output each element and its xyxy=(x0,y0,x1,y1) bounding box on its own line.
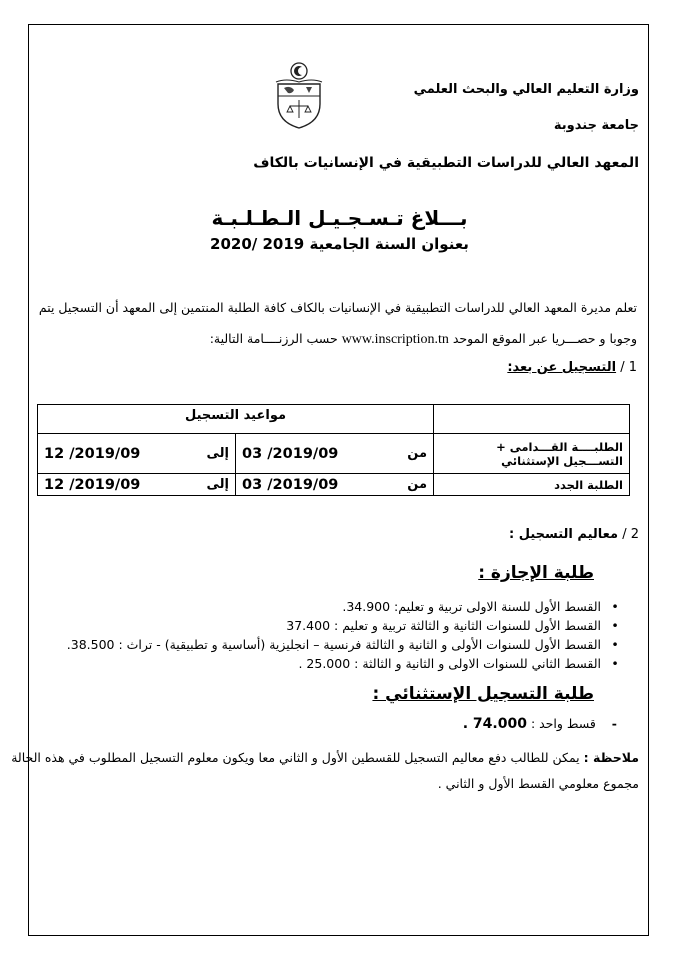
university-name: جامعة جندوبة xyxy=(553,118,639,133)
single-installment-label: قسط واحد : xyxy=(530,716,596,731)
list-item: • القسط الأول للسنوات الثانية و الثالثة تربية و تعليم : 37.400 xyxy=(69,616,629,635)
intro-line-2-prefix: وجوبا و حصـــريا عبر الموقع الموحد xyxy=(452,331,637,346)
to-label: إلى xyxy=(206,477,229,492)
from-date: 2019/09/ 03 xyxy=(242,476,339,493)
license-students-title: طلبة الإجازة : xyxy=(478,563,594,583)
registration-schedule-table xyxy=(37,404,630,496)
note-label: ملاحظة : xyxy=(583,750,639,765)
from-label: من xyxy=(407,477,427,492)
academic-year-subtitle: بعنوان السنة الجامعية 2019 /2020 xyxy=(210,235,469,253)
section-1-number: 1 / xyxy=(620,360,637,375)
tunisia-coat-of-arms-emblem xyxy=(272,60,326,130)
schedule-header: مواعيد التسجيل xyxy=(38,405,434,434)
notice-title: بـــلاغ تـسـجـيـل الـطـلـبـة xyxy=(211,206,468,230)
ministry-name: وزارة التعليم العالي والبحث العلمي xyxy=(413,82,639,97)
schedule-header-empty-cell xyxy=(434,405,630,434)
schedule-from-cell xyxy=(236,474,434,496)
from-label: من xyxy=(407,446,427,461)
schedule-row-label: الطلبــــة القـــدامى + التســـجيل الإستثنائي xyxy=(434,434,630,474)
schedule-row-new xyxy=(38,474,630,496)
section-2-title: معاليم التسجيل : xyxy=(509,527,619,542)
schedule-row-returning xyxy=(38,434,630,474)
schedule-to-cell xyxy=(38,434,236,474)
list-item: • القسط الأول للسنة الاولى تربية و تعليم: 34.900. xyxy=(69,597,629,616)
intro-line-2-suffix: حسب الرزنــــامة التالية: xyxy=(209,331,338,346)
note-line-2: مجموع معلومي القسط الأول و الثاني . xyxy=(437,776,639,791)
note-text: يمكن للطالب دفع معاليم التسجيل للقسطين الأول و الثاني معا ويكون معلوم التسجيل المطلوب في هذه الحالة xyxy=(11,750,580,765)
to-date: 2019/09/ 12 xyxy=(44,476,141,493)
section-1-title: التسجيل عن بعد: xyxy=(507,360,617,375)
to-label: إلى xyxy=(206,446,229,461)
note-line-1 xyxy=(11,750,639,765)
intro-line-2 xyxy=(210,331,637,348)
dash-bullet: - xyxy=(611,716,617,731)
exceptional-fee xyxy=(463,716,617,732)
exceptional-students-title: طلبة التسجيل الإستثنائي : xyxy=(372,684,594,704)
schedule-from-cell xyxy=(236,434,434,474)
list-item: • القسط الثاني للسنوات الاولى و الثانية و الثالثة : 25.000 . xyxy=(69,654,629,673)
to-date: 2019/09/ 12 xyxy=(44,445,141,462)
single-installment-amount: 74.000 . xyxy=(462,716,527,732)
website-link[interactable]: www.inscription.tn xyxy=(341,332,449,347)
section-2-number: 2 / xyxy=(622,527,639,542)
schedule-to-cell xyxy=(38,474,236,496)
from-date: 2019/09/ 03 xyxy=(242,445,339,462)
institute-name: المعهد العالي للدراسات التطبيقية في الإنسانيات بالكاف xyxy=(253,155,639,171)
schedule-header-row xyxy=(38,405,630,434)
section-1-heading xyxy=(507,360,637,375)
license-fees-list xyxy=(66,597,629,673)
section-2-heading xyxy=(509,527,639,542)
list-item: • القسط الأول للسنوات الأولى و الثانية و الثالثة فرنسية – انجليزية (أساسية و تطبيقية) - تراث : 38.500. xyxy=(69,635,629,654)
schedule-row-label: الطلبة الجدد xyxy=(434,474,630,496)
intro-line-1: تعلم مديرة المعهد العالي للدراسات التطبيقية في الإنسانيات بالكاف كافة الطلبة المنتمين إلى المعهد أن التسجيل يتم xyxy=(38,300,637,315)
